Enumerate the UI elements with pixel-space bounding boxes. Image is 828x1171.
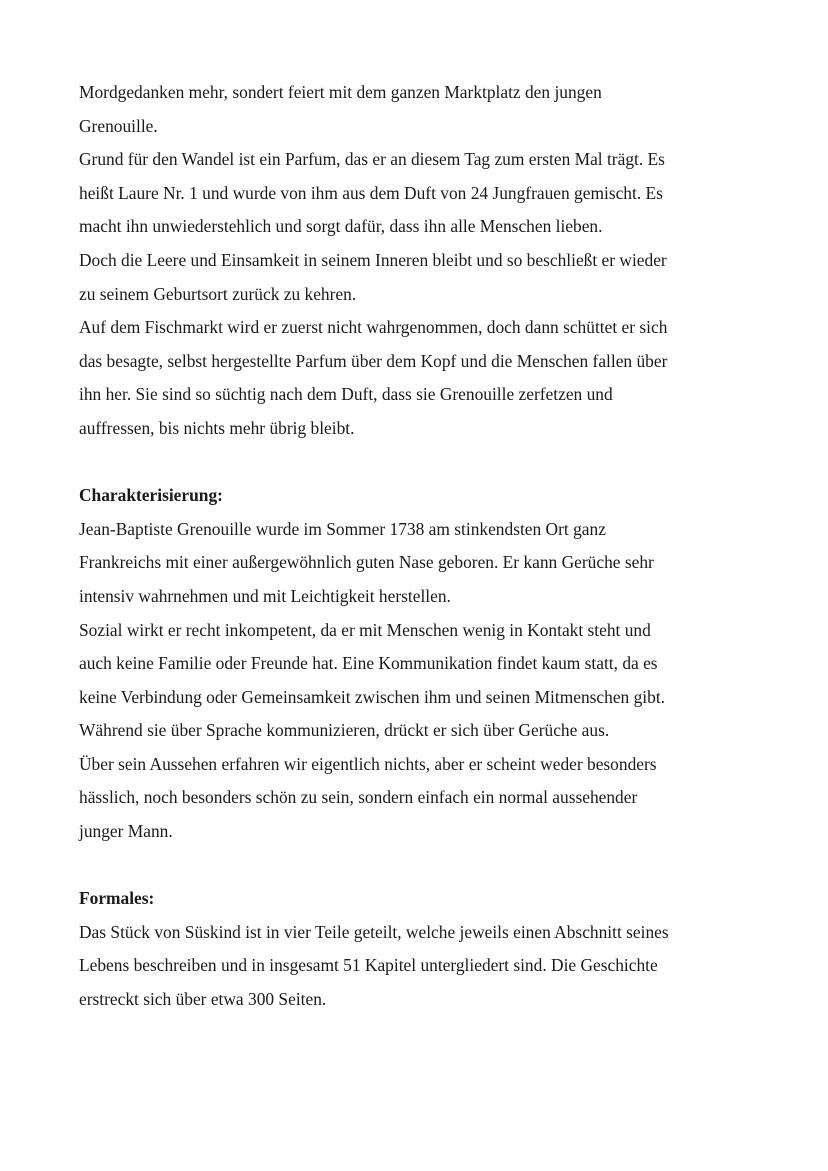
section-heading: Charakterisierung:	[79, 485, 223, 506]
intro-section	[79, 76, 759, 446]
blank-line	[79, 849, 759, 883]
text-line: Doch die Leere und Einsamkeit in seinem Inneren bleibt und so beschließt er wieder	[79, 249, 667, 270]
text-line: intensiv wahrnehmen und mit Leichtigkeit herstellen.	[79, 585, 451, 606]
document-page	[79, 76, 759, 1017]
text-line: das besagte, selbst hergestellte Parfum über dem Kopf und die Menschen fallen über	[79, 350, 668, 371]
text-line: Sozial wirkt er recht inkompetent, da er mit Menschen wenig in Kontakt steht und	[79, 619, 651, 640]
text-line: Während sie über Sprache kommunizieren, drückt er sich über Gerüche aus.	[79, 720, 610, 741]
text-line: zu seinem Geburtsort zurück zu kehren.	[79, 283, 357, 304]
text-line: Grenouille.	[79, 115, 158, 136]
text-line: auffressen, bis nichts mehr übrig bleibt.	[79, 417, 355, 438]
text-line: Mordgedanken mehr, sondert feiert mit dem ganzen Marktplatz den jungen	[79, 82, 602, 102]
text-line: hässlich, noch besonders schön zu sein, sondern einfach ein normal aussehender	[79, 787, 638, 808]
text-line: heißt Laure Nr. 1 und wurde von ihm aus dem Duft von 24 Jungfrauen gemischt. Es	[79, 182, 663, 203]
formal-section	[79, 882, 759, 1016]
text-line: Lebens beschreiben und in insgesamt 51 Kapitel untergliedert sind. Die Geschichte	[79, 955, 658, 976]
text-line: ihn her. Sie sind so süchtig nach dem Duft, dass sie Grenouille zerfetzen und	[79, 384, 613, 405]
text-line: erstreckt sich über etwa 300 Seiten.	[79, 989, 327, 1010]
text-line: Frankreichs mit einer außergewöhnlich guten Nase geboren. Er kann Gerüche sehr	[79, 552, 654, 573]
blank-line	[79, 446, 759, 480]
text-line: macht ihn unwiederstehlich und sorgt dafür, dass ihn alle Menschen lieben.	[79, 216, 603, 237]
text-line: keine Verbindung oder Gemeinsamkeit zwischen ihm und seinen Mitmenschen gibt.	[79, 686, 665, 707]
text-line: junger Mann.	[79, 821, 173, 842]
section-heading: Formales:	[79, 888, 155, 909]
text-line: Das Stück von Süskind ist in vier Teile geteilt, welche jeweils einen Abschnitt seines	[79, 921, 669, 942]
characterization-section	[79, 479, 759, 849]
text-line: Jean-Baptiste Grenouille wurde im Sommer 1738 am stinkendsten Ort ganz	[79, 518, 606, 539]
text-line: Grund für den Wandel ist ein Parfum, das er an diesem Tag zum ersten Mal trägt. Es	[79, 149, 665, 170]
text-line: auch keine Familie oder Freunde hat. Eine Kommunikation findet kaum statt, da es	[79, 653, 658, 674]
text-line: Über sein Aussehen erfahren wir eigentlich nichts, aber er scheint weder besonders	[79, 753, 657, 774]
text-line: Auf dem Fischmarkt wird er zuerst nicht wahrgenommen, doch dann schüttet er sich	[79, 317, 668, 338]
